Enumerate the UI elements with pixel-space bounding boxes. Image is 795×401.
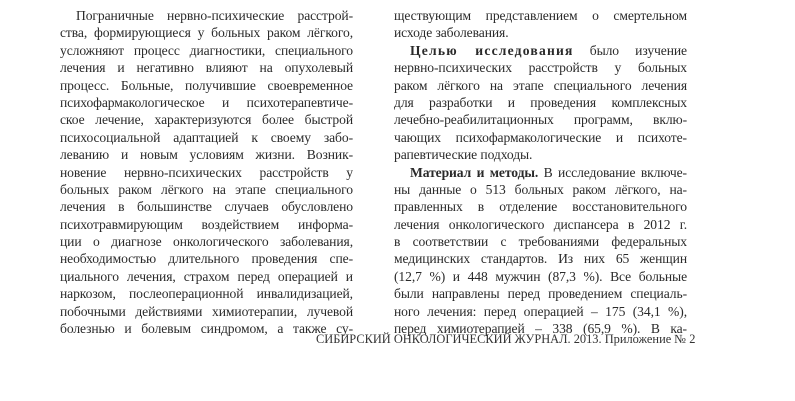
text-line: ществующим представлением о смертельном <box>394 8 687 23</box>
text-line: усложняют процесс диагностики, специального <box>60 42 353 58</box>
text-line: наркозом, послеоперационной инвалидизацией, <box>60 286 353 302</box>
text-line <box>394 42 687 59</box>
right-text-column <box>394 7 687 337</box>
text-line: в соответствии с требованиями федеральных <box>394 234 687 250</box>
text-line <box>394 164 687 181</box>
text-line: побочными действиями химиотерапии, лучевой <box>60 303 353 319</box>
text-line: необходимостью длительного проведения спе- <box>60 251 353 267</box>
text-line: ское лечение, характеризуются более быстрой <box>60 112 353 128</box>
section-heading: Материал и методы. <box>410 164 539 180</box>
text-line: лечебно-реабилитационных программ, вклю- <box>394 112 687 128</box>
line-text: В исследование включе- <box>538 164 687 180</box>
text-line: психофармакологическое и психотерапевтиче- <box>60 94 353 110</box>
text-line: больных раком лёгкого на этапе специального <box>60 181 353 197</box>
text-line: лечения и негативно влияют на опухолевый <box>60 60 353 76</box>
text-line: лечения в большинстве случаев обусловлено <box>60 199 353 215</box>
left-text-column <box>60 7 353 337</box>
text-line: медицинских стандартов. Из них 65 женщин <box>394 251 687 267</box>
text-line: новение нервно-психических расстройств у <box>60 164 353 180</box>
text-line: психосоциальной адаптацией к своему забо- <box>60 129 353 145</box>
text-line: исходе заболевания. <box>394 25 509 41</box>
text-line: леванию и новым условиям жизни. Возник- <box>60 147 353 163</box>
text-line: раком лёгкого на этапе специального лечения <box>394 77 687 93</box>
text-line: правленных в отделение восстановительного <box>394 199 687 215</box>
text-line: ны данные о 513 больных раком лёгкого, на- <box>394 181 687 197</box>
section-heading: Целью исследования <box>410 42 574 58</box>
text-line: (12,7 %) и 448 мужчин (87,3 %). Все больные <box>394 268 687 284</box>
text-line: ства, формирующиеся у больных раком лёгкого, <box>60 25 353 41</box>
text-line: перед химиотерапией – 338 (65,9 %). В ка- <box>394 321 687 337</box>
text-line: рапевтические подходы. <box>394 147 533 163</box>
text-line: ции о диагнозе онкологического заболевания, <box>60 234 353 250</box>
text-line: болезнью и болевым синдромом, а также су- <box>60 321 353 337</box>
journal-footer: СИБИРСКИЙ ОНКОЛОГИЧЕСКИЙ ЖУРНАЛ. 2013. Приложение № 2 <box>316 332 696 346</box>
text-line: психотравмирующим воздействием информа- <box>60 216 353 232</box>
text-line: лечения онкологического диспансера в 2012 г. <box>394 216 687 232</box>
text-line: процесс. Больные, получившие своевременное <box>60 77 353 93</box>
text-line: чающих психофармакологические и психоте- <box>394 129 687 145</box>
line-text: было изучение <box>573 42 687 58</box>
text-line: циального лечения, страхом перед операцией и <box>60 268 353 284</box>
text-line: для разработки и проведения комплексных <box>394 94 687 110</box>
text-line: Пограничные нервно-психические расстрой- <box>76 8 353 23</box>
text-line: были направлены перед проведением специаль- <box>394 286 687 302</box>
text-line: ного лечения: перед операцией – 175 (34,1 %), <box>394 303 687 319</box>
text-line: нервно-психических расстройств у больных <box>394 60 687 76</box>
